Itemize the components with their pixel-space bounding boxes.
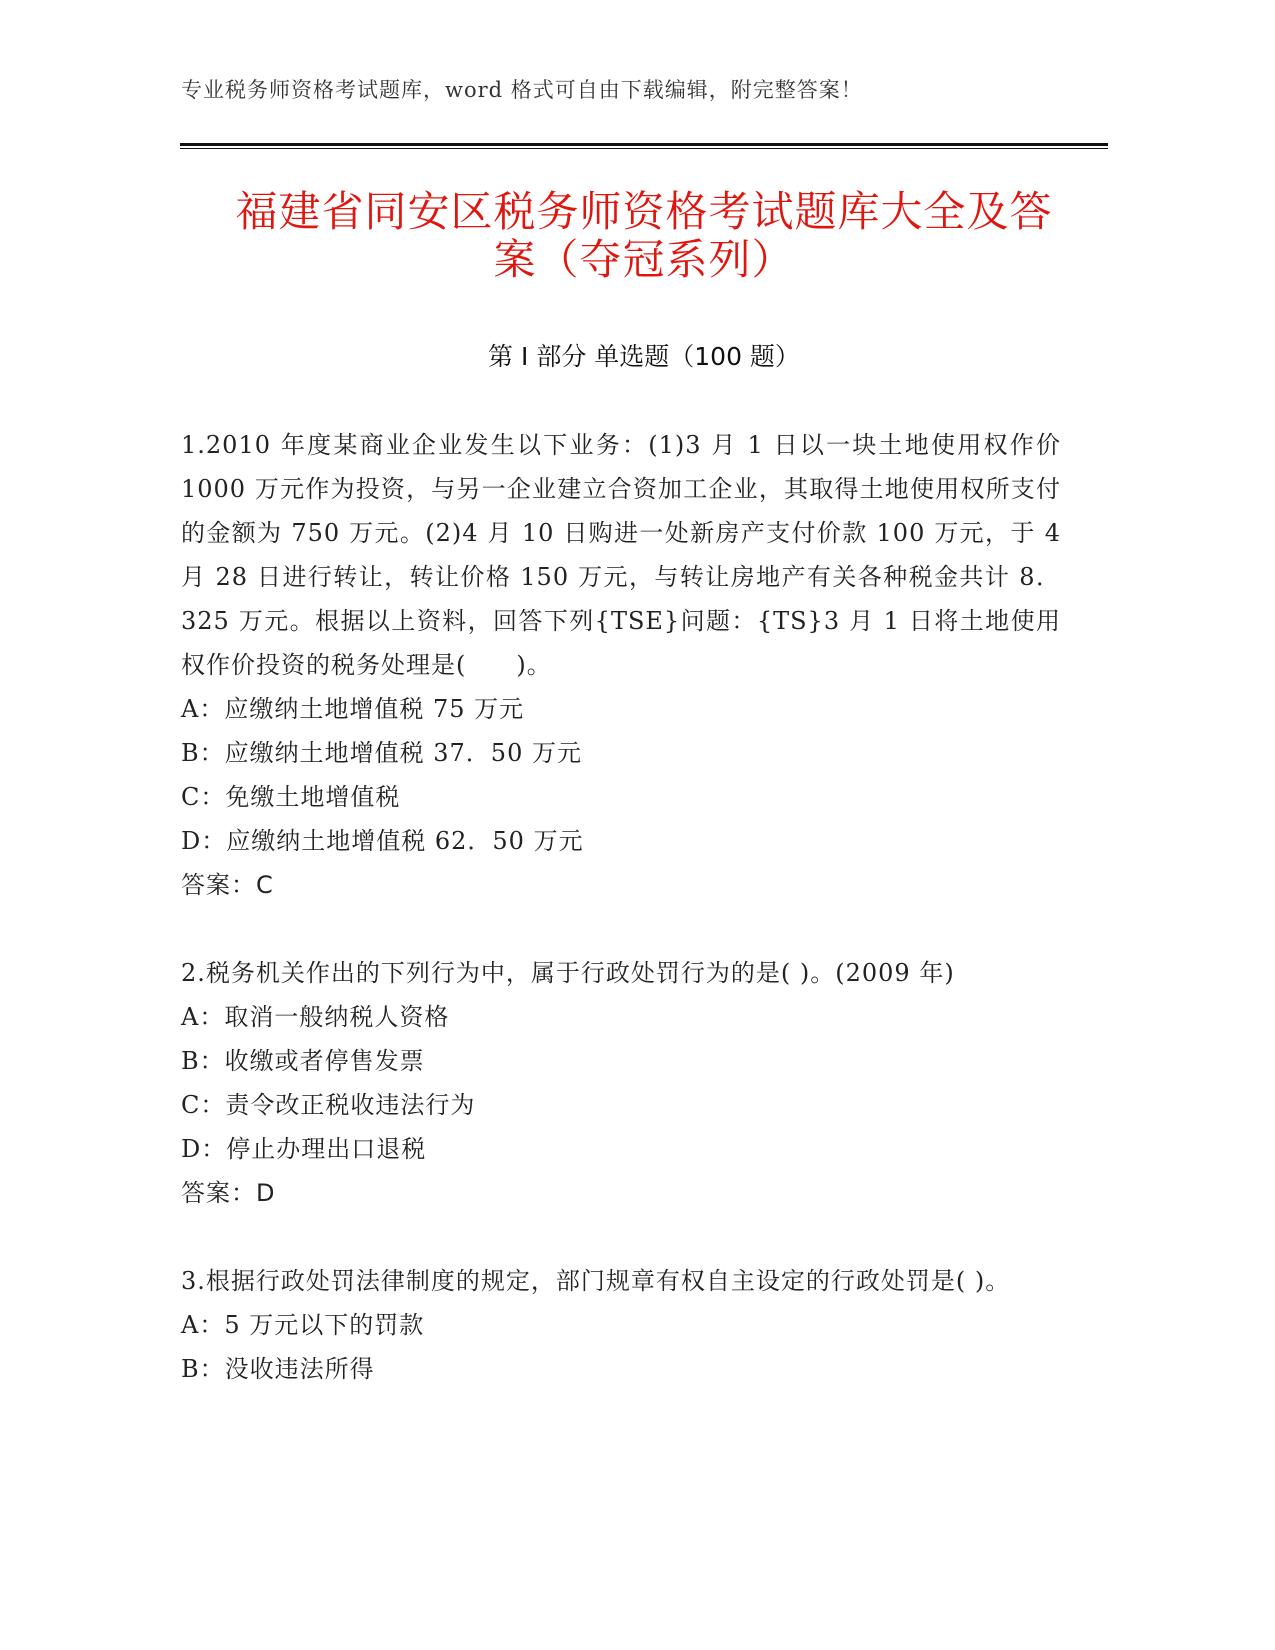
question-1 [181, 423, 1061, 907]
header-rule-thin [180, 148, 1108, 149]
question-stem: 3.根据行政处罚法律制度的规定，部门规章有权自主设定的行政处罚是( )。 [181, 1267, 1011, 1295]
section-heading: 第 I 部分 单选题（100 题） [488, 342, 800, 371]
question-2 [181, 951, 1061, 1215]
answer-line: 答案：D [181, 1179, 276, 1207]
option-a: A：应缴纳土地增值税 75 万元 [181, 695, 525, 723]
option-c: C：免缴土地增值税 [181, 783, 401, 811]
answer-line: 答案：C [181, 871, 274, 899]
question-stem: 1.2010 年度某商业企业发生以下业务：(1)3 月 1 日以一块土地使用权作价 1000 万元作为投资，与另一企业建立合资加工企业，其取得土地使用权所支付的金额为 750 万元。(2)4 月 10 日购进一处新房产支付价款 100 万元，于 4 月 28 日进行转让，转让价格 150 万元，与转让房地产有关各种税金共计 8．325 万元。根据以上资料，回答下列{TSE}问题：{TS}3 月 1 日将土地使用权作价投资的税务处理是( )。 [181, 431, 1061, 679]
option-c: C：责令改正税收违法行为 [181, 1091, 476, 1119]
question-list [181, 423, 1061, 1435]
question-stem: 2.税务机关作出的下列行为中，属于行政处罚行为的是( )。(2009 年) [181, 959, 955, 987]
option-d: D：停止办理出口退税 [181, 1135, 427, 1163]
option-b: B：没收违法所得 [181, 1355, 375, 1383]
header-rule-thick [180, 143, 1108, 146]
document-title-line-2: 案（夺冠系列） [493, 235, 795, 284]
document-title-line-1: 福建省同安区税务师资格考试题库大全及答 [235, 187, 1053, 236]
option-a: A：5 万元以下的罚款 [181, 1311, 425, 1339]
option-a: A：取消一般纳税人资格 [181, 1003, 450, 1031]
option-d: D：应缴纳土地增值税 62．50 万元 [181, 827, 584, 855]
question-3 [181, 1259, 1061, 1391]
header-note: 专业税务师资格考试题库，word 格式可自由下载编辑，附完整答案！ [181, 78, 863, 102]
option-b: B：应缴纳土地增值税 37．50 万元 [181, 739, 582, 767]
option-b: B：收缴或者停售发票 [181, 1047, 425, 1075]
document-title [180, 188, 1108, 284]
